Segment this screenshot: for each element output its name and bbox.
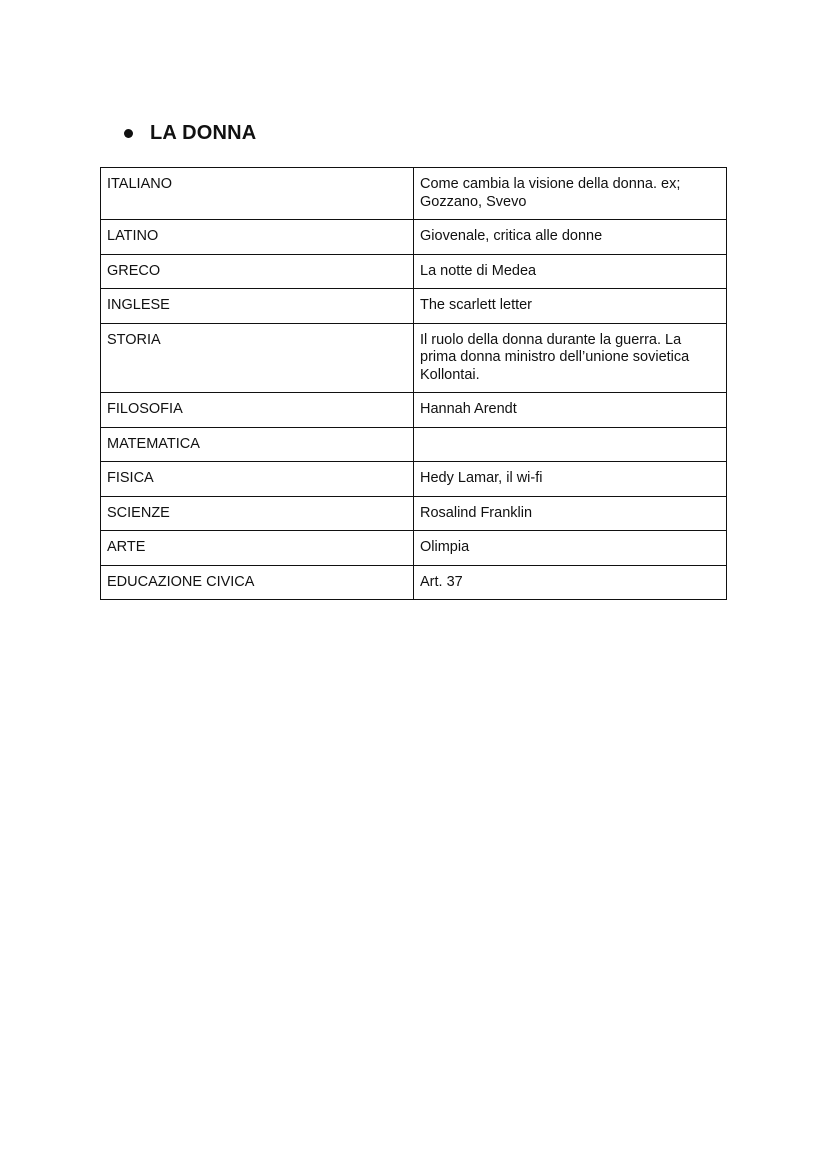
table-row xyxy=(101,220,727,255)
table-row xyxy=(101,323,727,393)
topic-cell: Hedy Lamar, il wi-fi xyxy=(414,462,727,497)
table-row xyxy=(101,254,727,289)
topic-cell: Giovenale, critica alle donne xyxy=(414,220,727,255)
table-row xyxy=(101,393,727,428)
topic-cell: Art. 37 xyxy=(414,565,727,600)
table-row xyxy=(101,289,727,324)
subject-cell: INGLESE xyxy=(101,289,414,324)
topic-cell: Olimpia xyxy=(414,531,727,566)
topic-cell: The scarlett letter xyxy=(414,289,727,324)
table-row xyxy=(101,496,727,531)
subject-cell: MATEMATICA xyxy=(101,427,414,462)
topic-cell: Il ruolo della donna durante la guerra. La prima donna ministro dell’unione sovietica Kollontai. xyxy=(414,323,727,393)
section-heading xyxy=(124,118,256,148)
table-row xyxy=(101,168,727,220)
subject-cell: ARTE xyxy=(101,531,414,566)
subject-cell: FILOSOFIA xyxy=(101,393,414,428)
topic-cell: Rosalind Franklin xyxy=(414,496,727,531)
subject-cell: LATINO xyxy=(101,220,414,255)
subject-cell: EDUCAZIONE CIVICA xyxy=(101,565,414,600)
topic-cell: Come cambia la visione della donna. ex; Gozzano, Svevo xyxy=(414,168,727,220)
table-row xyxy=(101,427,727,462)
subject-cell: SCIENZE xyxy=(101,496,414,531)
table-row xyxy=(101,531,727,566)
subjects-table xyxy=(100,167,727,600)
subject-cell: STORIA xyxy=(101,323,414,393)
topic-cell: Hannah Arendt xyxy=(414,393,727,428)
subject-cell: GRECO xyxy=(101,254,414,289)
subject-cell: FISICA xyxy=(101,462,414,497)
heading-title: LA DONNA xyxy=(150,121,257,144)
topic-cell xyxy=(414,427,727,462)
table-row xyxy=(101,462,727,497)
bullet-icon xyxy=(124,129,133,138)
subject-cell: ITALIANO xyxy=(101,168,414,220)
table-row xyxy=(101,565,727,600)
topic-cell: La notte di Medea xyxy=(414,254,727,289)
